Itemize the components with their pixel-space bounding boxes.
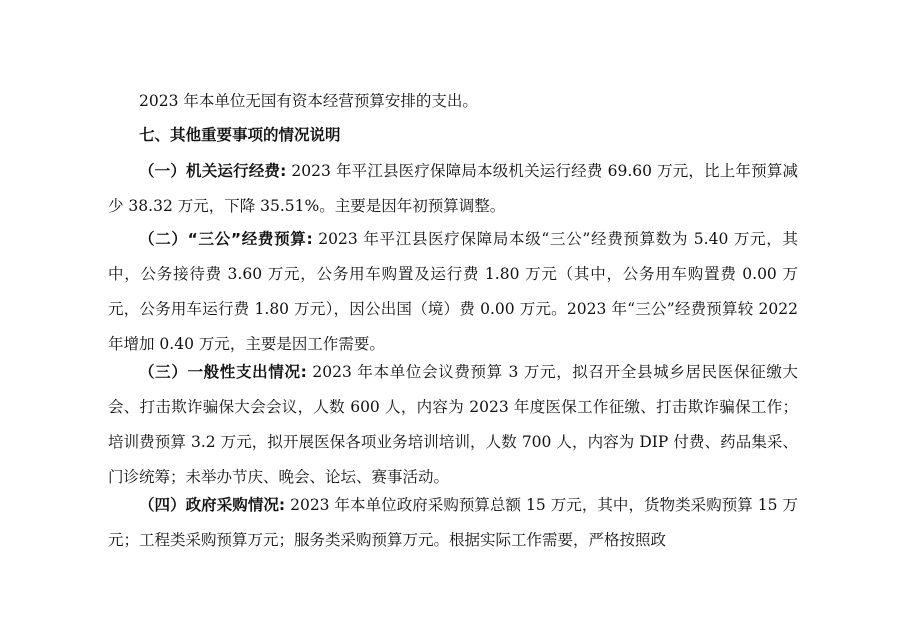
item-three-public-funds [108,222,798,362]
item-text: 2023 年平江县医疗保障局本级“三公”经费预算数为 5.40 万元，其中，公务接待费 3.60 万元，公务用车购置及运行费 1.80 万元（其中，公务用车购置费 0.00 万元，公务用车运行费 1.80 万元），因公出国（境）费 0.00 万元。2023 年“三公”经费预算较 2022 年增加 0.40 万元，主要是因工作需要。 [108,230,798,353]
item-text: 2023 年本单位政府采购预算总额 15 万元，其中，货物类采购预算 15 万元；工程类采购预算万元；服务类采购预算万元。根据实际工作需要，严格按照政 [108,496,798,549]
item-text: 2023 年本单位会议费预算 3 万元，拟召开全县城乡居民医保征缴大会、打击欺诈骗保大会会议，人数 600 人，内容为 2023 年度医保工作征缴、打击欺诈骗保工作；培训费预算 3.2 万元，拟开展医保各项业务培训培训，人数 700 人，内容为 DIP 付费、药品集采、门诊统筹；未举办节庆、晚会、论坛、赛事活动。 [108,363,798,486]
item-government-procurement [108,488,798,558]
item-operating-funds [108,154,798,224]
item-general-expenditure [108,355,798,495]
section-heading: 七、其他重要事项的情况说明 [139,126,341,144]
item-label: （四）政府采购情况: [139,496,286,514]
item-label: （一）机关运行经费: [139,162,287,180]
paragraph-capital-budget: 2023 年本单位无国有资本经营预算安排的支出。 [139,92,478,110]
item-label: （三）一般性支出情况: [139,363,307,381]
item-label: （二）“三公”经费预算: [139,230,313,248]
item-text: 2023 年平江县医疗保障局本级机关运行经费 69.60 万元，比上年预算减少 38.32 万元，下降 35.51%。主要是因年初预算调整。 [108,162,799,215]
